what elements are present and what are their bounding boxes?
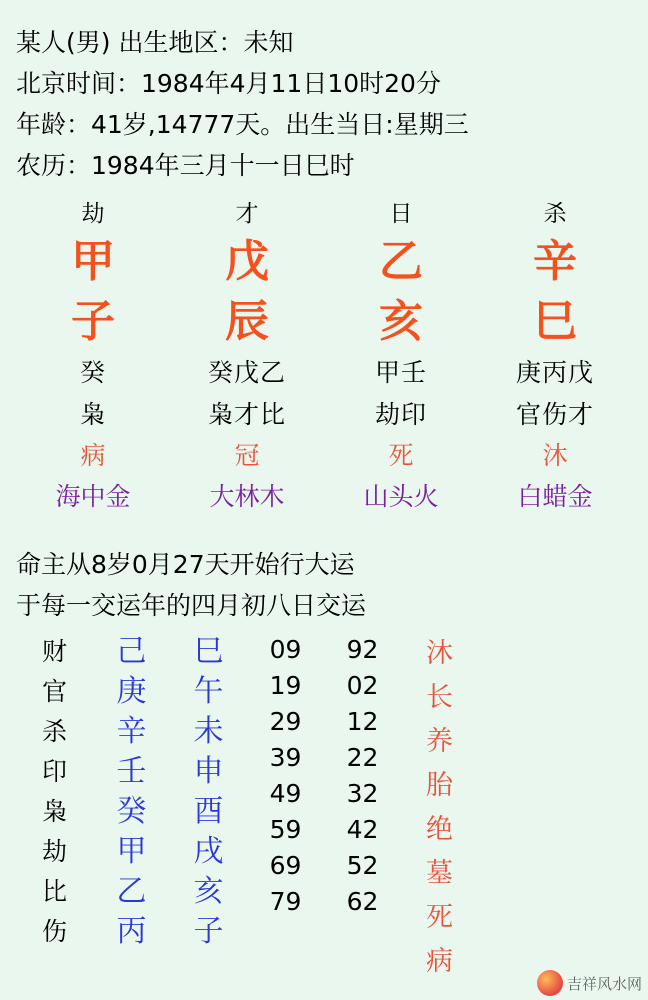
dayun-age: 09 bbox=[269, 635, 302, 664]
dayun-branch: 未 bbox=[193, 714, 224, 749]
pillar-twelve-stage: 病 bbox=[80, 441, 106, 470]
dayun-age: 29 bbox=[269, 707, 302, 736]
pillar-ten-god: 劫 bbox=[81, 201, 105, 227]
pillar-twelve-stage: 沐 bbox=[542, 441, 568, 470]
dayun-stem: 庚 bbox=[116, 674, 147, 709]
pillar-heavenly-stem: 乙 bbox=[379, 236, 423, 287]
pillar-hidden-gods: 枭才比 bbox=[207, 400, 286, 429]
pillar-earthly-branch: 辰 bbox=[225, 296, 269, 347]
dayun-branch: 午 bbox=[193, 674, 224, 709]
pillar-nayin: 大林木 bbox=[209, 482, 285, 511]
dayun-table bbox=[16, 632, 632, 984]
pillar-heavenly-stem: 戊 bbox=[225, 236, 269, 287]
four-pillars-table bbox=[16, 196, 632, 518]
pillar-earthly-branch: 子 bbox=[71, 296, 115, 347]
dayun-note-block bbox=[16, 544, 632, 626]
dayun-branch: 巳 bbox=[193, 634, 224, 669]
pillar-hidden-stems: 癸戊乙 bbox=[207, 358, 286, 387]
dayun-state: 病 bbox=[426, 946, 453, 977]
dayun-ten-god: 财 bbox=[41, 637, 67, 666]
pillar-hidden-stems: 庚丙戊 bbox=[515, 358, 594, 387]
dayun-stem: 甲 bbox=[116, 834, 147, 869]
dayun-ages-row bbox=[247, 632, 324, 984]
dayun-age: 79 bbox=[269, 887, 302, 916]
dayun-state: 死 bbox=[426, 902, 453, 933]
dayun-year: 22 bbox=[346, 743, 379, 772]
dayun-year: 32 bbox=[346, 779, 379, 808]
dayun-note-line-1: 命主从8岁0月27天开始行大运 bbox=[16, 550, 355, 579]
dayun-state: 墓 bbox=[426, 858, 453, 889]
dayun-ten-god: 枭 bbox=[41, 797, 67, 826]
dayun-branch: 申 bbox=[193, 754, 224, 789]
dayun-year: 62 bbox=[346, 887, 379, 916]
pillar-earthly-branch: 亥 bbox=[379, 296, 423, 347]
dayun-year: 42 bbox=[346, 815, 379, 844]
dayun-branch: 子 bbox=[193, 914, 224, 949]
dayun-state: 长 bbox=[426, 682, 453, 713]
dayun-year: 92 bbox=[346, 635, 379, 664]
dayun-year: 52 bbox=[346, 851, 379, 880]
pillar-hidden-stems: 癸 bbox=[79, 358, 106, 387]
pillar-earthly-branch: 巳 bbox=[533, 296, 577, 347]
birth-info-line-1: 某人(男) 出生地区：未知 bbox=[16, 28, 294, 57]
dayun-branches-row bbox=[170, 632, 247, 984]
dayun-stem: 辛 bbox=[116, 714, 147, 749]
dayun-ten-god: 印 bbox=[41, 757, 67, 786]
dayun-stem: 乙 bbox=[116, 874, 147, 909]
watermark-label: 吉祥风水网 bbox=[566, 974, 642, 993]
dayun-stem: 癸 bbox=[116, 794, 147, 829]
dayun-state: 绝 bbox=[426, 814, 453, 845]
dayun-ten-god: 比 bbox=[41, 877, 67, 906]
watermark bbox=[537, 970, 642, 996]
dayun-age: 69 bbox=[269, 851, 302, 880]
dayun-states-row bbox=[401, 632, 478, 984]
pillar-hidden-gods: 官伤才 bbox=[515, 400, 594, 429]
dayun-note-line-2: 于每一交运年的四月初八日交运 bbox=[16, 591, 367, 620]
dayun-stem: 壬 bbox=[116, 754, 147, 789]
pillar-hidden-gods: 枭 bbox=[79, 400, 106, 429]
pillar-ten-god: 才 bbox=[235, 201, 259, 227]
pillar-hidden-stems: 甲壬 bbox=[374, 358, 427, 387]
dayun-ten-god: 伤 bbox=[41, 917, 67, 946]
dayun-age: 19 bbox=[269, 671, 302, 700]
pillar-ten-god: 杀 bbox=[543, 201, 567, 227]
dayun-ten-god: 官 bbox=[41, 677, 67, 706]
dayun-state: 胎 bbox=[426, 770, 453, 801]
pillar-heavenly-stem: 甲 bbox=[71, 236, 115, 287]
dayun-age: 59 bbox=[269, 815, 302, 844]
dayun-branch: 戌 bbox=[193, 834, 224, 869]
dayun-stem: 丙 bbox=[116, 914, 147, 949]
watermark-logo-icon bbox=[537, 970, 563, 996]
birth-info-line-4: 农历：1984年三月十一日巳时 bbox=[16, 151, 355, 180]
dayun-stems-row bbox=[93, 632, 170, 984]
pillar-nayin: 白蜡金 bbox=[517, 482, 593, 511]
dayun-age: 39 bbox=[269, 743, 302, 772]
dayun-ten-god: 杀 bbox=[41, 717, 67, 746]
pillar-hidden-gods: 劫印 bbox=[374, 400, 427, 429]
dayun-ten-gods-row bbox=[16, 632, 93, 984]
dayun-stem: 己 bbox=[116, 634, 147, 669]
dayun-state: 养 bbox=[426, 726, 453, 757]
birth-info-line-2: 北京时间：1984年4月11日10时20分 bbox=[16, 69, 441, 98]
dayun-branch: 酉 bbox=[193, 794, 224, 829]
dayun-years-row bbox=[324, 632, 401, 984]
dayun-year: 02 bbox=[346, 671, 379, 700]
pillar-heavenly-stem: 辛 bbox=[533, 236, 577, 287]
pillar-nayin: 海中金 bbox=[55, 482, 131, 511]
dayun-year: 12 bbox=[346, 707, 379, 736]
pillar-twelve-stage: 死 bbox=[388, 441, 414, 470]
dayun-age: 49 bbox=[269, 779, 302, 808]
pillar-twelve-stage: 冠 bbox=[234, 441, 260, 470]
dayun-ten-god: 劫 bbox=[41, 837, 67, 866]
pillar-ten-god: 日 bbox=[389, 201, 413, 227]
dayun-branch: 亥 bbox=[193, 874, 224, 909]
dayun-state: 沐 bbox=[426, 638, 453, 669]
birth-info-line-3: 年龄：41岁,14777天。出生当日:星期三 bbox=[16, 110, 469, 139]
birth-info-block bbox=[16, 22, 632, 186]
pillar-nayin: 山头火 bbox=[363, 482, 439, 511]
